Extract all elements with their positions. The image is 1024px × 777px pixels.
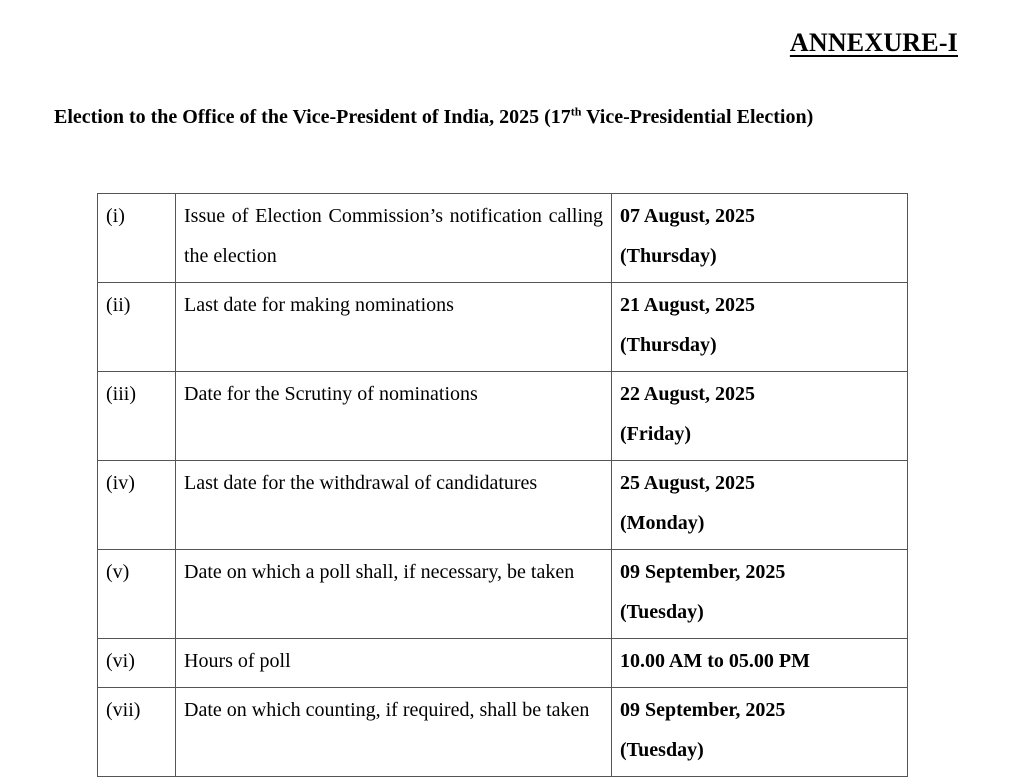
row-number: (vii) <box>98 688 176 777</box>
row-date: 09 September, 2025 <box>620 699 786 721</box>
row-date: 21 August, 2025 <box>620 294 756 316</box>
row-date-cell <box>612 372 908 461</box>
row-date: 22 August, 2025 <box>620 383 756 405</box>
row-day: (Tuesday) <box>620 601 704 623</box>
row-date: 09 September, 2025 <box>620 561 786 583</box>
row-event: Date for the Scrutiny of nominations <box>176 372 612 461</box>
schedule-row <box>98 283 908 372</box>
schedule-row <box>98 639 908 688</box>
row-date: 25 August, 2025 <box>620 472 756 494</box>
row-event: Hours of poll <box>176 639 612 688</box>
schedule-row <box>98 194 908 283</box>
election-schedule-table <box>97 193 908 777</box>
row-number: (iv) <box>98 461 176 550</box>
row-day: (Monday) <box>620 512 705 534</box>
row-date-cell <box>612 194 908 283</box>
row-day: (Tuesday) <box>620 739 704 761</box>
row-number: (i) <box>98 194 176 283</box>
row-date: 07 August, 2025 <box>620 205 756 227</box>
row-number: (vi) <box>98 639 176 688</box>
row-event: Last date for making nominations <box>176 283 612 372</box>
row-date-cell <box>612 688 908 777</box>
subtitle-ordinal-suffix: th <box>570 104 582 119</box>
subtitle-text-start: Election to the Office of the Vice-President of India, 2025 (17 <box>54 106 571 128</box>
schedule-row <box>98 688 908 777</box>
row-number: (ii) <box>98 283 176 372</box>
row-day: (Thursday) <box>620 245 717 267</box>
row-date-cell <box>612 283 908 372</box>
annexure-title: ANNEXURE-I <box>789 28 958 57</box>
row-event: Date on which a poll shall, if necessary, be taken <box>176 550 612 639</box>
election-subtitle <box>54 106 813 129</box>
row-date-cell <box>612 461 908 550</box>
subtitle-text-end: Vice-Presidential Election) <box>581 106 814 128</box>
row-date: 10.00 AM to 05.00 PM <box>620 650 810 672</box>
row-day: (Friday) <box>620 423 692 445</box>
row-date-cell <box>612 550 908 639</box>
row-day: (Thursday) <box>620 334 717 356</box>
row-event: Last date for the withdrawal of candidatures <box>176 461 612 550</box>
schedule-row <box>98 550 908 639</box>
schedule-row <box>98 372 908 461</box>
row-number: (v) <box>98 550 176 639</box>
row-event: Date on which counting, if required, shall be taken <box>176 688 612 777</box>
row-date-cell <box>612 639 908 688</box>
row-number: (iii) <box>98 372 176 461</box>
row-event: Issue of Election Commission’s notification calling the election <box>176 194 612 283</box>
schedule-row <box>98 461 908 550</box>
